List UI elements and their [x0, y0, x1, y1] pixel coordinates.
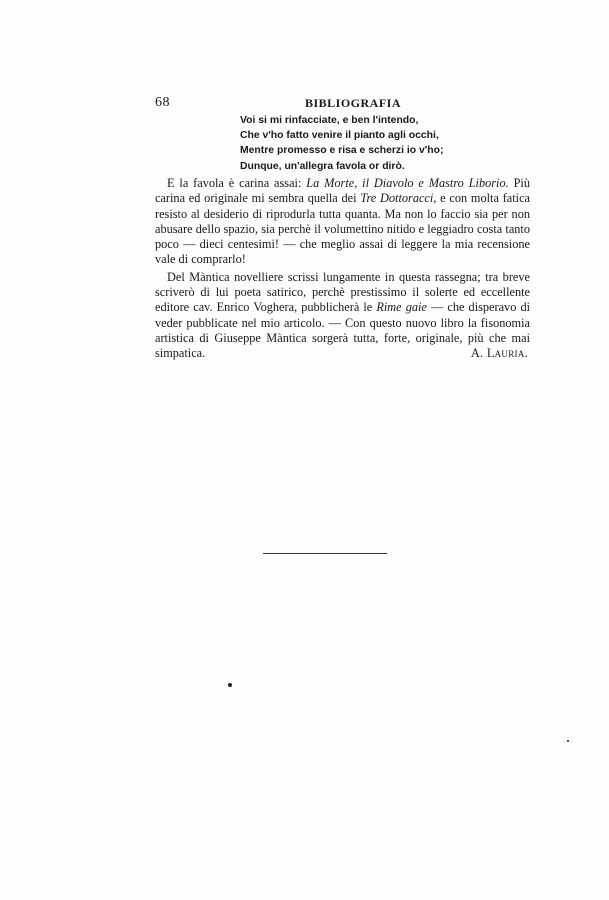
page-number: 68	[155, 95, 170, 110]
signature-initial: A.	[470, 346, 487, 361]
book-title-italic: La Morte, il Diavolo e Mastro Liborio.	[306, 176, 509, 190]
verse-quotation	[240, 113, 480, 174]
author-signature	[459, 346, 528, 361]
section-separator-rule	[263, 553, 387, 554]
paragraph-mantica	[155, 270, 530, 362]
paragraph-text: E la favola è carina assai:	[167, 176, 307, 190]
paragraph-favola	[155, 176, 530, 268]
signature-name: Lauria.	[486, 346, 528, 361]
ink-speck	[567, 740, 569, 742]
verse-line: Che v'ho fatto venire il pianto agli occhi,	[240, 130, 439, 142]
verse-line: Mentre promesso e risa e scherzi io v'ho;	[240, 145, 444, 157]
paragraph-text: e con molta fatica resisto al desiderio di riprodurla tutta quanta. Ma non lo faccio sia per non abusare dello spazio, sia perchè il volumettino nitido e leggiadro costa tanto poco — dieci centesimi! — che meglio assai di leggere la mia recensione vale di comprarlo!	[155, 191, 530, 267]
book-title-italic: Rime gaie	[376, 300, 427, 315]
verse-line: Voi si mi rinfacciate, e ben l'intendo,	[240, 115, 419, 126]
ink-speck	[228, 683, 232, 687]
body-text	[155, 176, 530, 362]
verse-line: Dunque, un'allegra favola or dirò.	[240, 160, 405, 172]
paragraph-text: — che disperavo di veder pubblicate nel mio articolo. — Con questo nuovo libro la fisonomia artistica di Giuseppe Màntica sorgerà tutta, forte, originale, più che mai simpatica.	[155, 300, 531, 361]
paragraph-text: Più carina ed originale mi sembra quella dei	[155, 176, 530, 206]
book-title-italic: Tre Dottoracci,	[360, 191, 437, 206]
page-header	[155, 95, 530, 113]
paragraph-text: Del Màntica novelliere scrissi lungamente in questa rassegna; tra breve scriverò di lui poeta satirico, perchè prestissimo il solerte ed eccellente editore cav. Enrico Voghera, pubblicherà le	[155, 269, 530, 315]
running-title: BIBLIOGRAFIA	[305, 96, 402, 110]
